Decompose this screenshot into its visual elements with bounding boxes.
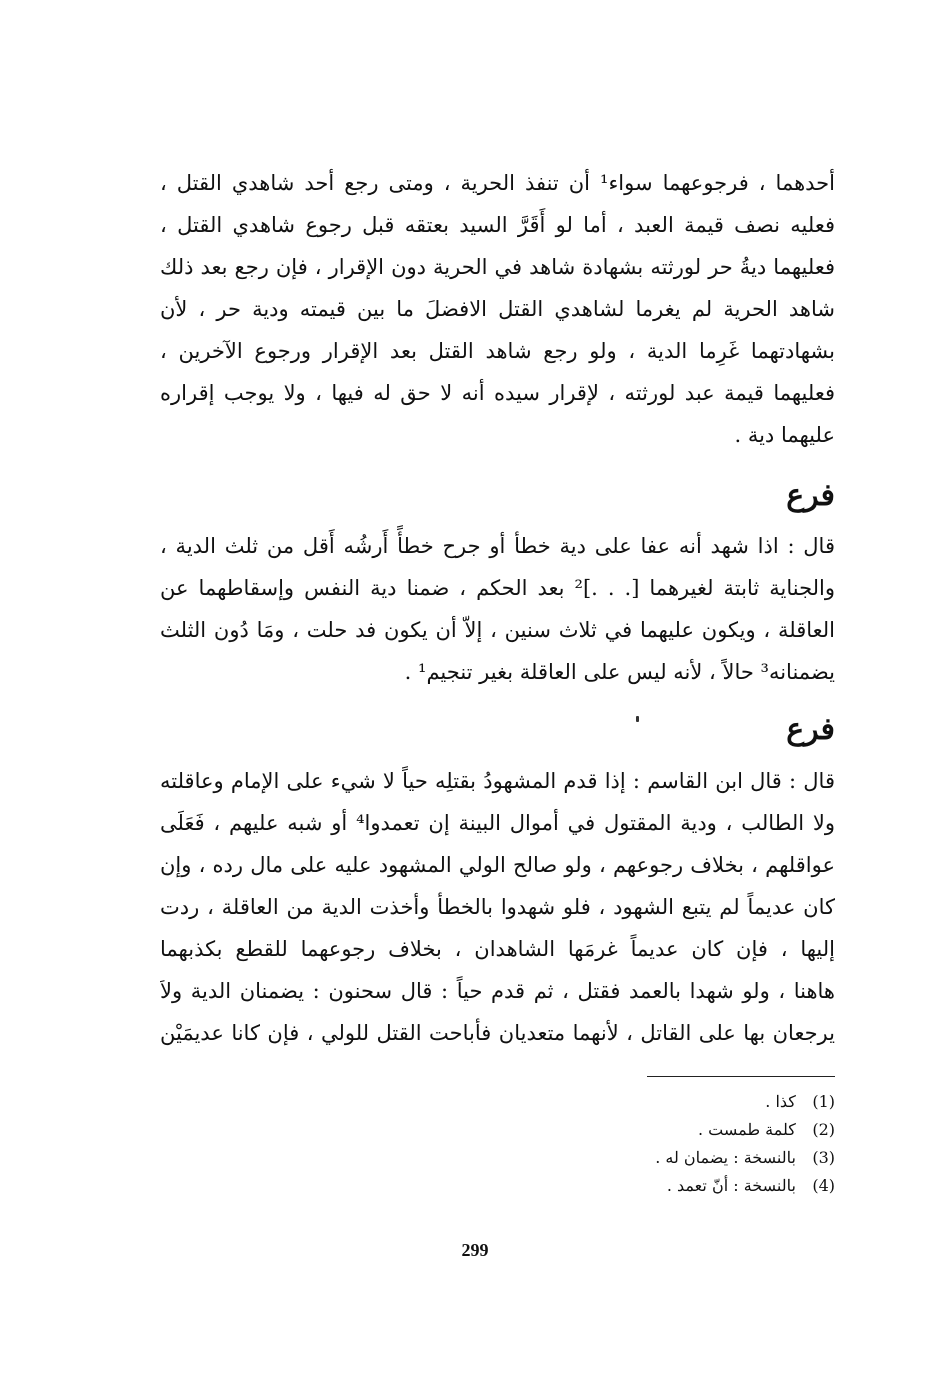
paragraph-line: إليها ، فإن كان عديماً غرمَها الشاهدان ، بخلاف رجوعهما للقطع بكذبهما: [160, 937, 835, 961]
footnote-divider: [647, 1076, 835, 1077]
paragraph-line: يرجعان بها على القاتل ، لأنهما متعديان فأباحت القتل للولي ، فإن كانا عديمَيْن: [160, 1021, 835, 1045]
paragraph-line: أحدهما ، فرجوعهما سواء¹ أن تنفذ الحرية ، ومتى رجع أحد شاهدي القتل ،: [160, 171, 835, 195]
paragraph-line: بشهادتهما غَرِما الدية ، ولو رجع شاهد القتل بعد الإقرار ورجوع الآخرين ،: [160, 339, 835, 363]
paragraph-line: عواقلهم ، بخلاف رجوعهم ، ولو صالح الولي المشهود عليه على مال رده ، وإن: [160, 853, 835, 877]
footnote-text: بالنسخة : أنّ تعمد .: [666, 1176, 796, 1195]
paragraph-2: [160, 525, 835, 693]
footnote-number: (4): [812, 1176, 835, 1195]
paragraph-line: ولا الطالب ، ودية المقتول في أموال البينة إن تعمدوا⁴ أو شبه عليهم ، فَعَلَى: [160, 811, 835, 835]
footnote-item: [560, 1144, 835, 1172]
paragraph-3: [160, 760, 835, 1054]
footnote-text: كلمة طمست .: [697, 1120, 796, 1139]
footnote-item: [560, 1172, 835, 1200]
paragraph-line: العاقلة ، ويكون عليهما في ثلاث سنين ، إلاّ أن يكون فد حلت ، ومَا دُون الثلث: [160, 618, 835, 642]
section-heading: فرع: [786, 478, 835, 513]
paragraph-line: كان عديماً لم يتبع الشهود ، فلو شهدوا بالخطأ وأخذت الدية من العاقلة ، ردت: [160, 895, 835, 919]
paragraph-line: هاهنا ، ولو شهدا بالعمد فقتل ، ثم قدم حياً : قال سحنون : يضمنان الدية ولاَ: [160, 979, 835, 1003]
footnote-number: (3): [812, 1148, 835, 1167]
paragraph-line: يضمنانه³ حالاً ، لأنه ليس على العاقلة بغير تنجيم¹ .: [404, 660, 835, 684]
page-number: 299: [461, 1240, 489, 1260]
footnote-item: [560, 1088, 835, 1116]
paragraph-line: والجناية ثابتة لغيرهما [. . .]² بعد الحكم ، ضمنا دية النفس وإسقاطهما عن: [160, 576, 835, 600]
paragraph-line: قال : قال ابن القاسم : إذا قدم المشهودُ بقتلِه حياً لا شيء على الإمام وعاقلته: [160, 769, 835, 793]
section-heading: فرع: [786, 712, 835, 747]
footnote-text: كذا .: [765, 1092, 796, 1111]
paragraph-1: [160, 162, 835, 456]
footnotes: [560, 1088, 835, 1200]
paragraph-line: عليهما دية .: [734, 423, 835, 447]
paragraph-line: قال : اذا شهد أنه عفا على دية خطأ أو جرح خطأً أَرشُه أَقل من ثلث الدية ،: [160, 534, 835, 558]
paragraph-line: شاهد الحرية لم يغرما لشاهدي القتل الافضلَ ما بين قيمته ودية حر ، لأن: [160, 297, 835, 321]
footnote-number: (2): [812, 1120, 835, 1139]
footnote-number: (1): [812, 1092, 835, 1111]
footnote-item: [560, 1116, 835, 1144]
paragraph-line: فعليه نصف قيمة العبد ، أما لو أَقَرَّ السيد بعتقه قبل رجوع شاهدي القتل ،: [160, 213, 835, 237]
paragraph-line: فعليهما ديةُ حر لورثته بشهادة شاهد في الحرية دون الإقرار ، فإن رجع بعد ذلك: [160, 255, 835, 279]
paragraph-line: فعليهما قيمة عبد لورثته ، لإقرار سيده أنه لا حق له فيها ، ولا يوجب إقراره: [160, 381, 835, 405]
footnote-text: بالنسخة : يضمان له .: [655, 1148, 796, 1167]
